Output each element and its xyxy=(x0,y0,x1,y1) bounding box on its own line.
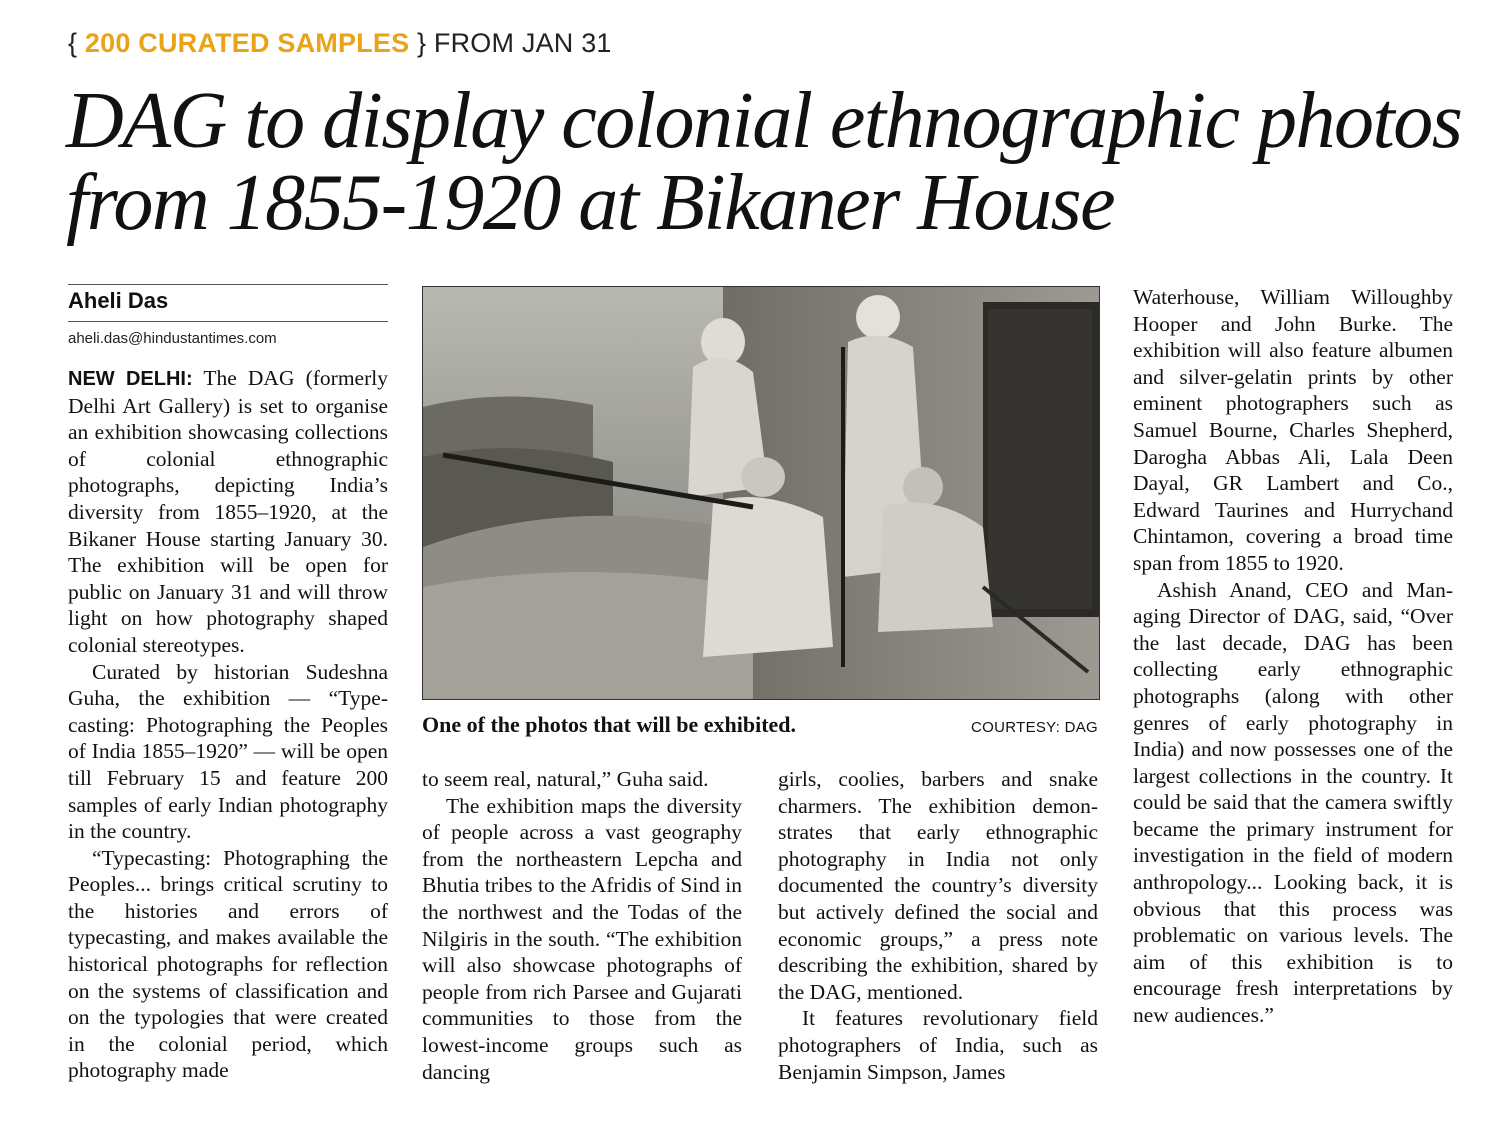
paragraph: Ashish Anand, CEO and Managing Director of DAG, said, “Over the last decade, DAG has been collecting early ethnographic photographs (along with other genres of early photography in India) and now possesses one of the largest collections in the country. It could be said that the camera swiftly became the primary instrument for investigation in the field of modern anthropology... Looking back, it is obvious that this process was problematic on various levels. The aim of this exhibition is to encourage fresh interpretations by new audiences.” xyxy=(1133,577,1453,1028)
photo-illustration xyxy=(423,287,1099,699)
paragraph: “Typecasting: Photographing the Peoples... brings critical scrutiny to the histories and errors of typecasting, and makes available the historical photographs for reflection on the systems of classification and on the typologies that were created in the colonial period, which photography made xyxy=(68,845,388,1083)
byline-bottom-rule xyxy=(68,321,388,322)
photo-credit: COURTESY: DAG xyxy=(971,719,1098,736)
paragraph xyxy=(68,365,388,659)
byline-top-rule xyxy=(68,284,388,285)
kicker-date: FROM JAN 31 xyxy=(433,28,612,58)
headline: DAG to display colonial ethnographic photos from 1855-1920 at Bikaner House xyxy=(66,77,1462,247)
kicker-open-brace: { xyxy=(68,28,78,58)
caption-text: One of the photos that will be exhibited. xyxy=(422,712,797,737)
paragraph: to seem real, natural,” Guha said. xyxy=(422,767,709,791)
paragraph-text: The DAG (formerly Delhi Art Gallery) is set to organise an exhibition showcasing collections of colonial ethnographic photographs, depicting India’s diversity from 1855–1920, at the Bikaner House starting January 30. The exhibition will be open for public on January 31 and will throw light on how photography shaped colonial stereotypes. xyxy=(68,366,388,657)
kicker-close-brace: } xyxy=(416,28,427,58)
paragraph: It features revolutionary field photographers of India, such as Benjamin Simpson, James xyxy=(778,1006,1098,1084)
paragraph: Curated by historian Sudeshna Guha, the exhibition — “Typecasting: Photographing the Peoples of India 1855–1920” — will be open till February 15 and feature 200 samples of early Indian photography in the country. xyxy=(68,659,388,844)
author-email: aheli.das@hindustantimes.com xyxy=(68,330,277,347)
article-column-3 xyxy=(778,766,1098,1085)
author-name: Aheli Das xyxy=(68,288,169,313)
article-column-2 xyxy=(422,766,742,1085)
article-column-1 xyxy=(68,365,388,1084)
dateline: NEW DELHI: xyxy=(68,368,193,390)
photo-caption xyxy=(422,712,1098,738)
paragraph: The exhibition maps the diversity of people across a vast geography from the northeastern Lepcha and Bhutia tribes to the Afridis of Sind in the northwest and the Todas of the Nilgiris in the south. “The exhibition will also showcase photographs of people from rich Parsee and Gujarati communities to those from the lowest-income groups such as dancing xyxy=(422,793,742,1084)
article-photo xyxy=(422,286,1100,700)
paragraph: Waterhouse, William Willoughby Hooper and John Burke. The exhibition will also feature albumen and silver-gelatin prints by other eminent photographers such as Samuel Bourne, Charles Shepherd, Darogha Abbas Ali, Lala Deen Dayal, GR Lambert and Co., Edward Taurines and Hurrychand Chintamon, covering a broad time span from 1855 to 1920. xyxy=(1133,285,1453,575)
paragraph: girls, coolies, barbers and snake charmers. The exhibition demonstrates that early ethnographic photography in India not only documented the country’s diversity but actively defined the social and economic groups,” a press note describing the exhibition, shared by the DAG, mentioned. xyxy=(778,767,1098,1004)
section-kicker xyxy=(68,28,612,59)
article-column-4 xyxy=(1133,284,1453,1029)
kicker-highlight: 200 CURATED SAMPLES xyxy=(84,28,410,58)
